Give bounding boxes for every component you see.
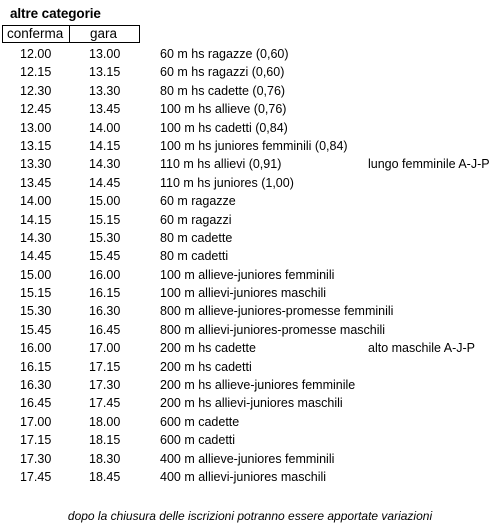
- schedule-table: [0, 45, 500, 486]
- section-title: altre categorie: [10, 6, 101, 21]
- gara-time: 13.15: [89, 65, 121, 80]
- conferma-time: 15.15: [20, 286, 52, 301]
- table-row: [0, 174, 500, 192]
- table-row: [0, 266, 500, 284]
- gara-time: 16.45: [89, 322, 121, 337]
- gara-time: 18.00: [89, 414, 121, 429]
- table-row: [0, 413, 500, 431]
- conferma-time: 13.15: [20, 138, 52, 153]
- table-row: [0, 192, 500, 210]
- event-name: 100 m allieve-juniores femminili: [160, 267, 335, 282]
- table-header: [2, 25, 140, 43]
- event-name: 60 m hs ragazze (0,60): [160, 47, 289, 61]
- gara-time: 14.45: [89, 175, 121, 190]
- event-name: 100 m hs juniores femminili (0,84): [160, 138, 348, 153]
- header-conferma: conferma: [3, 26, 70, 42]
- gara-time: 15.15: [89, 212, 121, 227]
- header-gara: gara: [90, 26, 118, 41]
- table-row: [0, 155, 500, 173]
- gara-time: 15.00: [89, 194, 121, 209]
- event-name: 100 m hs cadetti (0,84): [160, 120, 288, 135]
- event-name: 200 m hs allieve-juniores femminile: [160, 378, 356, 393]
- conferma-time: 12.45: [20, 102, 52, 117]
- conferma-time: 17.00: [20, 414, 52, 429]
- event-name: 60 m ragazze: [160, 194, 236, 209]
- gara-time: 14.30: [89, 157, 121, 172]
- conferma-time: 17.30: [20, 451, 52, 466]
- conferma-time: 16.15: [20, 359, 52, 374]
- table-row: [0, 468, 500, 486]
- table-row: [0, 339, 500, 357]
- event-name: 100 m hs allieve (0,76): [160, 102, 287, 117]
- gara-time: 14.00: [89, 120, 121, 135]
- conferma-time: 15.00: [20, 267, 52, 282]
- conferma-time: 16.30: [20, 378, 52, 393]
- event-name: 400 m allieve-juniores femminili: [160, 451, 335, 466]
- gara-time: 13.00: [89, 47, 121, 61]
- event-name: 80 m hs cadette (0,76): [160, 83, 286, 98]
- footer-note: dopo la chiusura delle iscrizioni potranno essere apportate variazioni: [67, 509, 433, 523]
- event-name: 60 m hs ragazzi (0,60): [160, 65, 285, 80]
- event-name: 200 m hs cadetti: [160, 359, 252, 374]
- gara-time: 16.15: [89, 286, 121, 301]
- table-row: [0, 100, 500, 118]
- table-row: [0, 119, 500, 137]
- table-row: [0, 82, 500, 100]
- event-name: 110 m hs allievi (0,91): [160, 157, 282, 172]
- conferma-time: 15.30: [20, 304, 52, 319]
- conferma-time: 14.30: [20, 230, 52, 245]
- conferma-time: 12.00: [20, 47, 52, 61]
- event-name: 200 m hs cadette: [160, 341, 256, 356]
- gara-time: 18.15: [89, 433, 121, 448]
- gara-time: 18.45: [89, 469, 121, 484]
- conferma-time: 13.45: [20, 175, 52, 190]
- gara-time: 16.00: [89, 267, 121, 282]
- conferma-time: 16.45: [20, 396, 52, 411]
- gara-time: 15.30: [89, 230, 121, 245]
- conferma-time: 17.45: [20, 469, 52, 484]
- extra-event: lungo femminile A-J-P: [368, 157, 490, 172]
- table-row: [0, 247, 500, 265]
- table-row: [0, 137, 500, 155]
- table-row: [0, 45, 500, 63]
- gara-time: 13.30: [89, 83, 121, 98]
- table-row: [0, 302, 500, 320]
- conferma-time: 17.15: [20, 433, 52, 448]
- conferma-time: 12.15: [20, 65, 52, 80]
- table-row: [0, 284, 500, 302]
- conferma-time: 13.00: [20, 120, 52, 135]
- gara-time: 13.45: [89, 102, 121, 117]
- table-row: [0, 394, 500, 412]
- conferma-time: 14.15: [20, 212, 52, 227]
- event-name: 110 m hs juniores (1,00): [160, 175, 294, 190]
- table-row: [0, 431, 500, 449]
- table-row: [0, 358, 500, 376]
- event-name: 200 m hs allievi-juniores maschili: [160, 396, 343, 411]
- gara-time: 17.15: [89, 359, 121, 374]
- table-row: [0, 376, 500, 394]
- gara-time: 15.45: [89, 249, 121, 264]
- event-name: 60 m ragazzi: [160, 212, 232, 227]
- conferma-time: 14.45: [20, 249, 52, 264]
- event-name: 800 m allievi-juniores-promesse maschili: [160, 322, 386, 337]
- gara-time: 17.45: [89, 396, 121, 411]
- event-name: 800 m allieve-juniores-promesse femminili: [160, 304, 394, 319]
- gara-time: 17.30: [89, 378, 121, 393]
- conferma-time: 15.45: [20, 322, 52, 337]
- conferma-time: 14.00: [20, 194, 52, 209]
- event-name: 400 m allievi-juniores maschili: [160, 469, 327, 484]
- gara-time: 14.15: [89, 138, 121, 153]
- table-row: [0, 229, 500, 247]
- event-name: 600 m cadette: [160, 414, 240, 429]
- conferma-time: 16.00: [20, 341, 52, 356]
- conferma-time: 13.30: [20, 157, 52, 172]
- gara-time: 16.30: [89, 304, 121, 319]
- gara-time: 17.00: [89, 341, 121, 356]
- event-name: 100 m allievi-juniores maschili: [160, 286, 327, 301]
- conferma-time: 12.30: [20, 83, 52, 98]
- table-row: [0, 63, 500, 81]
- table-row: [0, 450, 500, 468]
- event-name: 80 m cadette: [160, 230, 233, 245]
- event-name: 80 m cadetti: [160, 249, 229, 264]
- table-row: [0, 211, 500, 229]
- gara-time: 18.30: [89, 451, 121, 466]
- table-row: [0, 321, 500, 339]
- event-name: 600 m cadetti: [160, 433, 236, 448]
- extra-event: alto maschile A-J-P: [368, 341, 475, 356]
